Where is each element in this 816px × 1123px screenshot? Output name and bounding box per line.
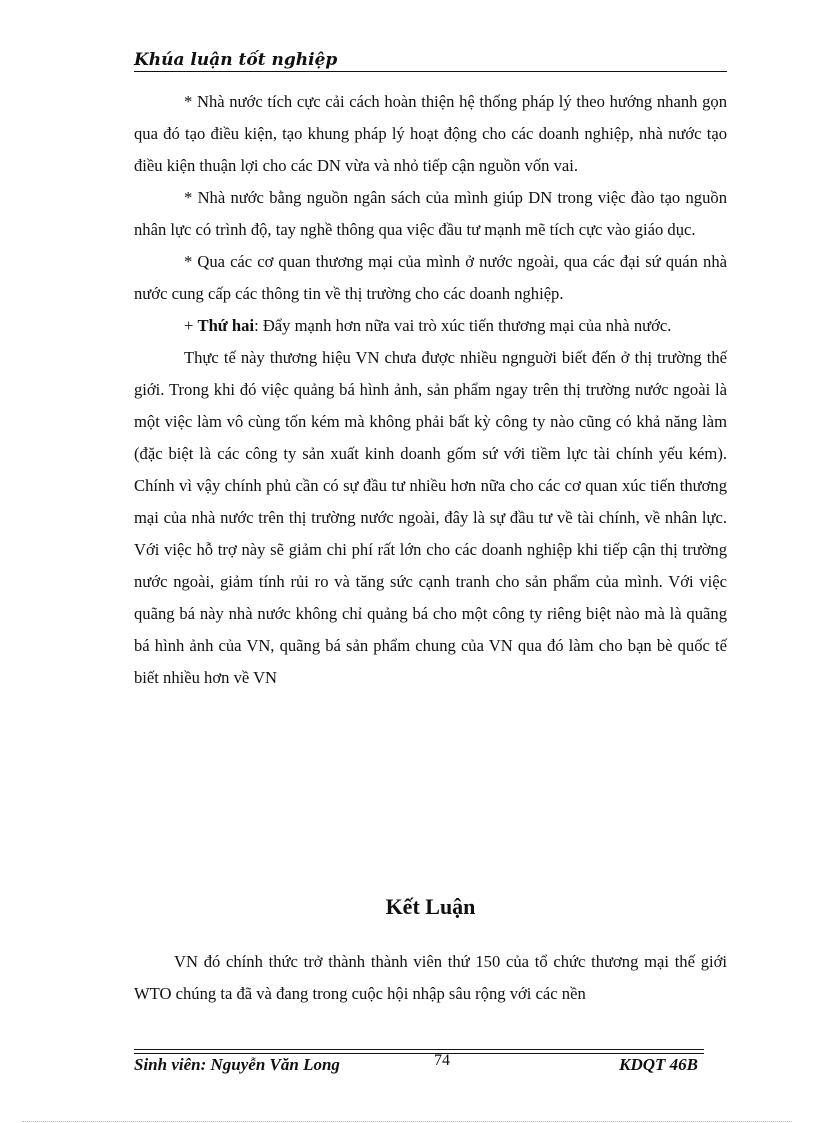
paragraph-4-rest: : Đẩy mạnh hơn nữa vai trò xúc tiến thương mại của nhà nước. (254, 316, 672, 335)
footer-rule-bottom (134, 1053, 704, 1054)
header-rule (134, 71, 727, 72)
page-footer (134, 1052, 704, 1079)
paragraph-5: Thực tế này thương hiệu VN chưa được nhiều ngnguời biết đến ở thị trường thế giới. Trong khi đó việc quảng bá hình ảnh, sản phẩm ngay trên thị trường nước ngoài là một việc làm vô cùng tốn kém mà không phải bất kỳ công ty nào cũng có khả năng làm (đặc biệt là các công ty sản xuất kinh doanh gốm sứ với tiềm lực tài chính yếu kém). Chính vì vậy chính phủ cần có sự đầu tư nhiều hơn nữa cho các cơ quan xúc tiến thương mại của nhà nước trên thị trường nước ngoài, đây là sự đầu tư về tài chính, về nhân lực. Với việc hỗ trợ này sẽ giảm chi phí rất lớn cho các doanh nghiệp khi tiếp cận thị trường nước ngoài, giảm tính rủi ro và tăng sức cạnh tranh cho sản phẩm của mình. Với việc quãng bá này nhà nước không chỉ quảng bá cho một công ty riêng biệt nào mà là quãng bá hình ảnh của VN, quãng bá sản phẩm chung của VN qua đó làm cho bạn bè quốc tế biết nhiều hơn về VN (134, 348, 727, 687)
footer-class: KDQT 46B (619, 1055, 698, 1074)
paragraph-1: * Nhà nước tích cực cải cách hoàn thiện hệ thống pháp lý theo hướng nhanh gọn qua đó tạo điều kiện, tạo khung pháp lý hoạt động cho các doanh nghiệp, nhà nước tạo điều kiện thuận lợi cho các DN vừa và nhỏ tiếp cận nguồn vốn vai. (134, 92, 727, 175)
page-edge-dotted-line (22, 1121, 792, 1122)
footer-student: Sinh viên: Nguyễn Văn Long (134, 1055, 340, 1074)
conclusion-heading: Kết Luận (385, 894, 476, 919)
paragraph-3: * Qua các cơ quan thương mại của mình ở nước ngoài, qua các đại sứ quán nhà nước cung cấp các thông tin về thị trường cho các doanh nghiệp. (134, 252, 727, 303)
conclusion-text (134, 946, 727, 1010)
page-header-title: Khúa luận tốt nghiệp (134, 50, 338, 70)
body-text (134, 86, 727, 694)
footer-rule-top (134, 1049, 704, 1050)
paragraph-4-bold: Thứ hai (197, 316, 255, 335)
paragraph-2: * Nhà nước bằng nguồn ngân sách của mình giúp DN trong việc đào tạo nguồn nhân lực có trình độ, tay nghề thông qua việc đầu tư mạnh mẽ tích cực vào giáo dục. (134, 188, 727, 239)
conclusion-paragraph-1: VN đó chính thức trở thành thành viên thứ 150 của tổ chức thương mại thế giới WTO chúng ta đã và đang trong cuộc hội nhập sâu rộng với các nền (134, 952, 727, 1003)
paragraph-4-prefix: + (184, 316, 198, 335)
paragraph-4 (134, 310, 727, 342)
footer-page-number: 74 (434, 1052, 450, 1069)
